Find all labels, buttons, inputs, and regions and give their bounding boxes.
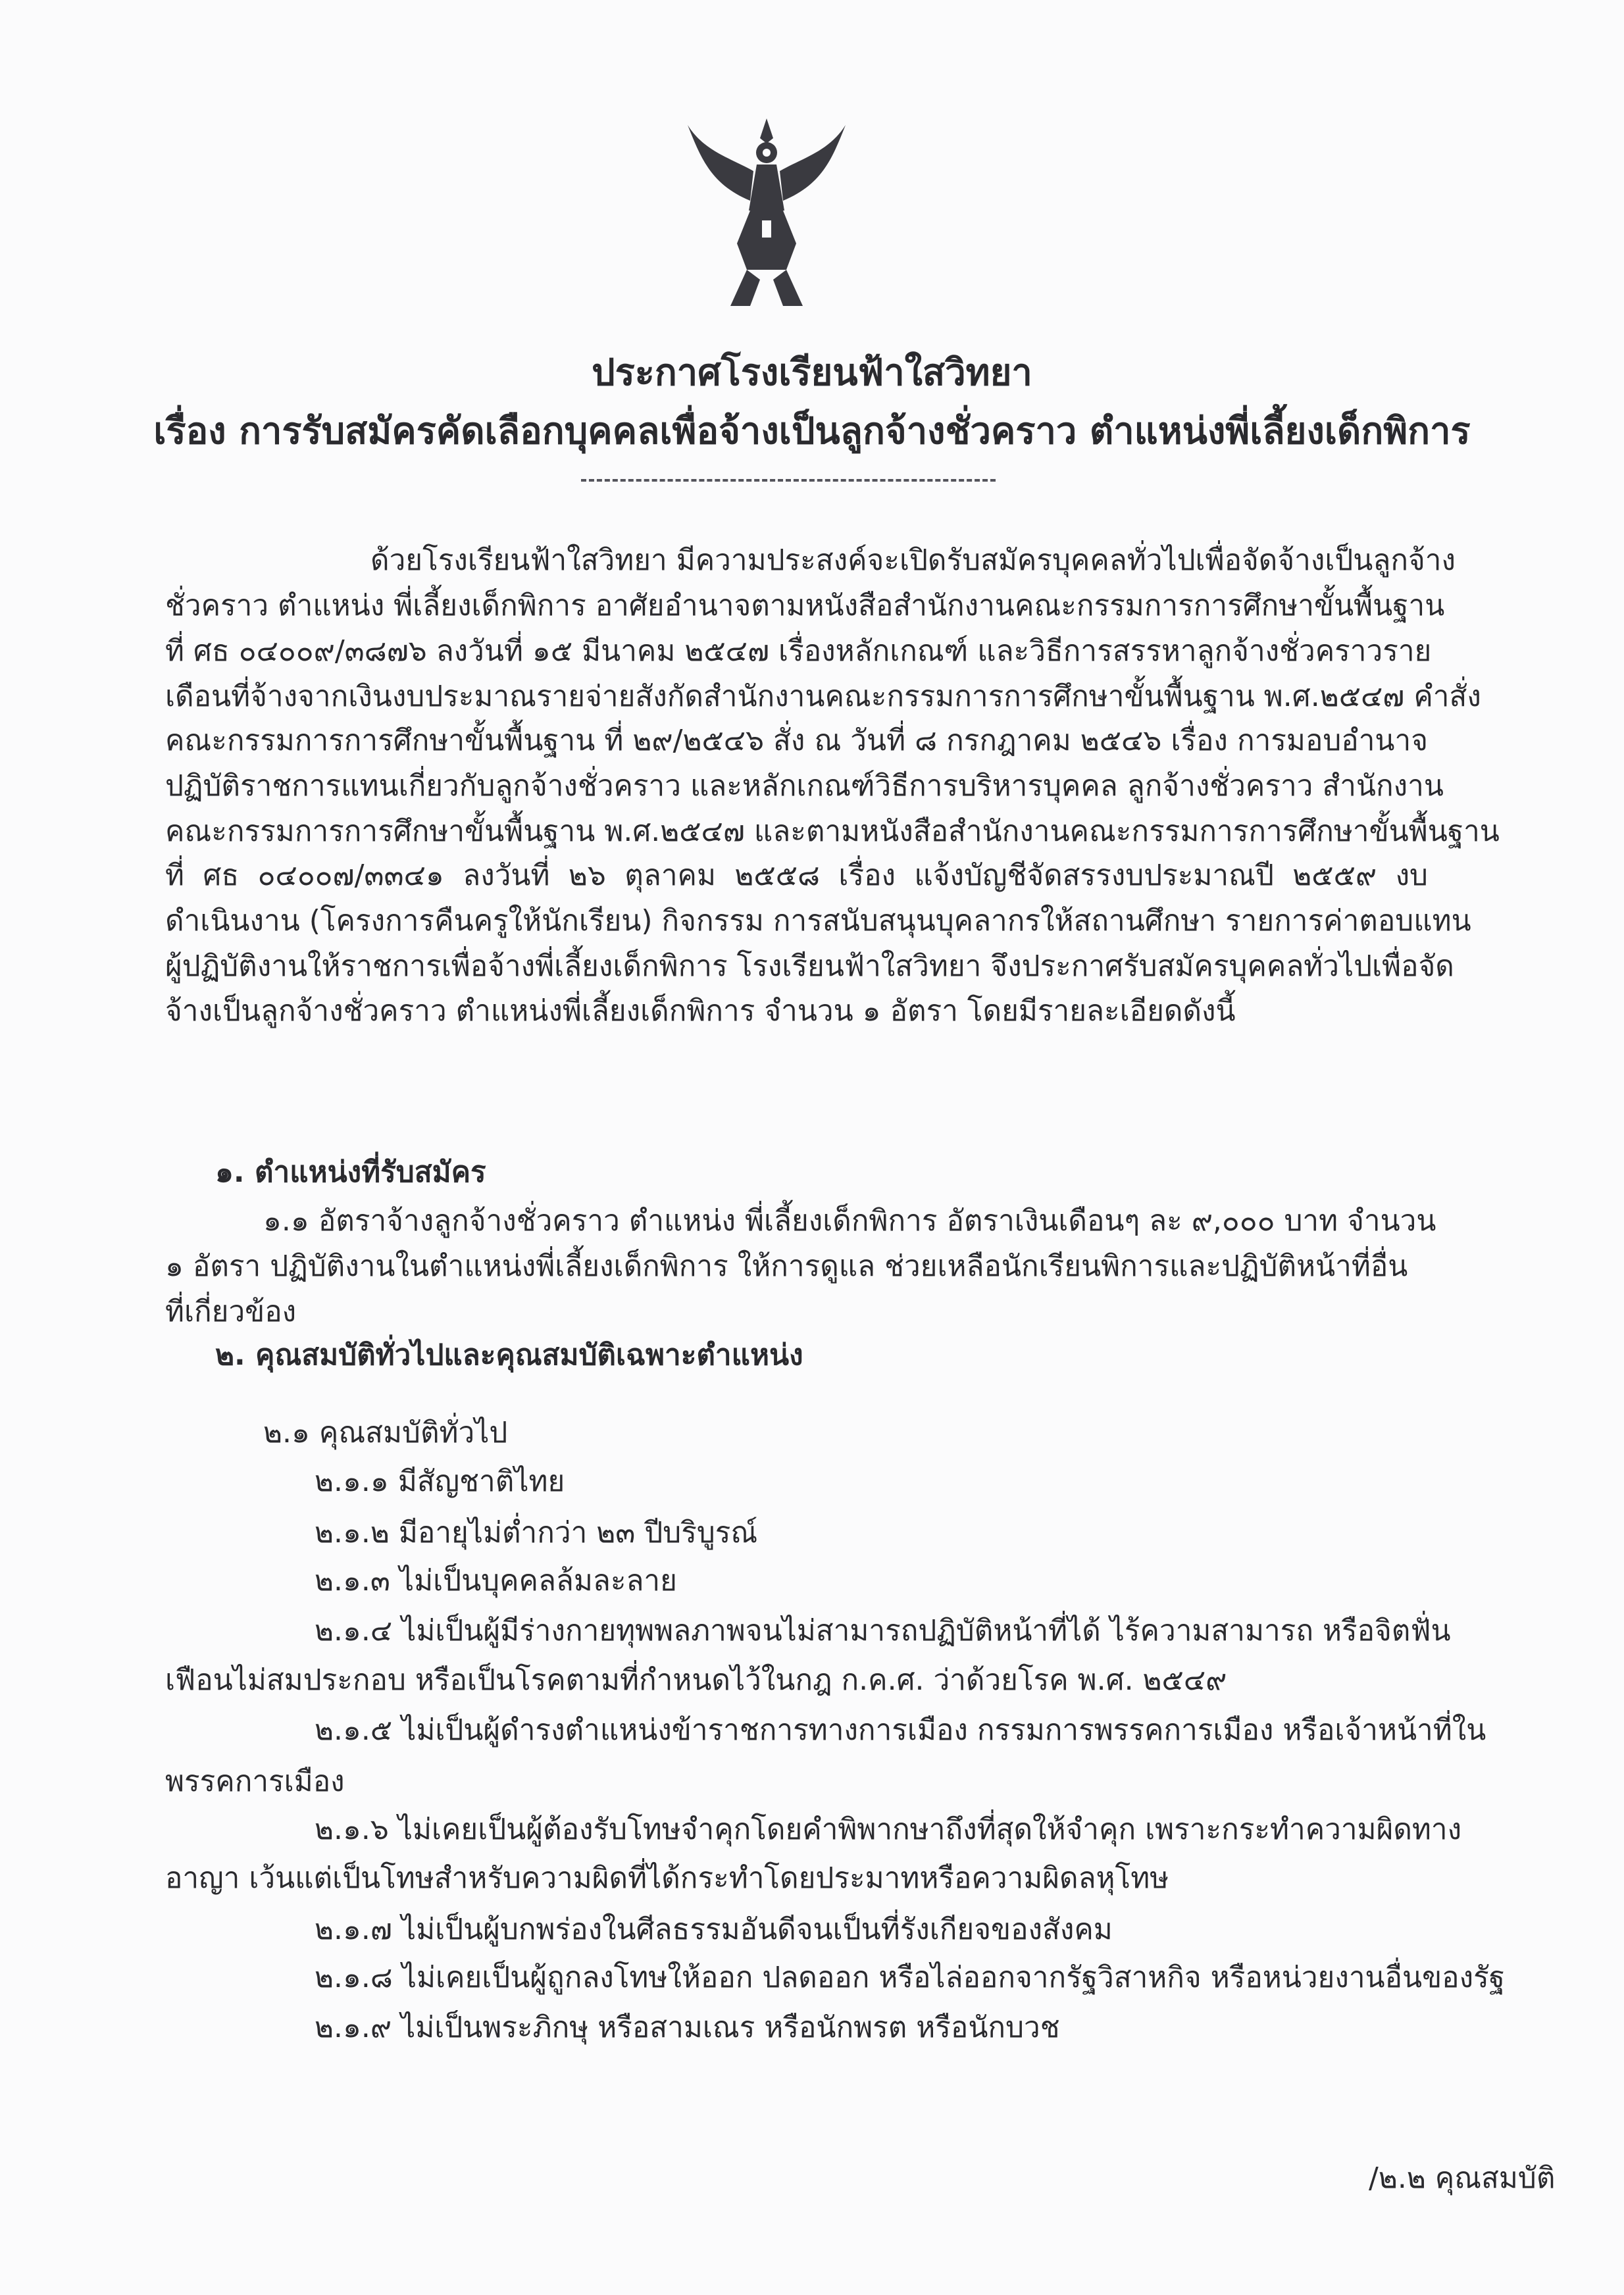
qualification-item: ๒.๑.๙ ไม่เป็นพระภิกษุ หรือสามเณร หรือนักพรต หรือนักบวช [315,2011,1060,2044]
intro-line: คณะกรรมการการศึกษาขั้นพื้นฐาน ที่ ๒๙/๒๕๔๖ สั่ง ณ วันที่ ๘ กรกฎาคม ๒๕๔๖ เรื่อง การมอบอำนาจ [165,724,1428,757]
announcement-title: ประกาศโรงเรียนฟ้าใสวิทยา [592,351,1032,394]
title-divider [581,479,996,482]
intro-line: ปฏิบัติราชการแทนเกี่ยวกับลูกจ้างชั่วคราว และหลักเกณฑ์วิธีการบริหารบุคคล ลูกจ้างชั่วคราว สำนักงาน [165,769,1444,803]
intro-line: คณะกรรมการการศึกษาขั้นพื้นฐาน พ.ศ.๒๕๔๗ และตามหนังสือสำนักงานคณะกรรมการการศึกษาขั้นพื้นฐาน [165,815,1500,848]
intro-line: เดือนที่จ้างจากเงินงบประมาณรายจ่ายสังกัดสำนักงานคณะกรรมการการศึกษาขั้นพื้นฐาน พ.ศ.๒๕๔๗ คำสั่ง [165,680,1481,713]
intro-line: ที่ ศธ ๐๔๐๐๗/๓๓๔๑ ลงวันที่ ๒๖ ตุลาคม ๒๕๕๘ เรื่อง แจ้งบัญชีจัดสรรงบประมาณปี ๒๕๕๙ งบ [165,859,1428,892]
qualification-item: ๒.๑.๕ ไม่เป็นผู้ดำรงตำแหน่งข้าราชการทางการเมือง กรรมการพรรคการเมือง หรือเจ้าหน้าที่ใน [315,1713,1486,1747]
intro-line: ชั่วคราว ตำแหน่ง พี่เลี้ยงเด็กพิการ อาศัยอำนาจตามหนังสือสำนักงานคณะกรรมการการศึกษาขั้นพื้นฐาน [165,589,1445,622]
intro-line: ที่ ศธ ๐๔๐๐๙/๓๘๗๖ ลงวันที่ ๑๕ มีนาคม ๒๕๔๗ เรื่องหลักเกณฑ์ และวิธีการสรรหาลูกจ้างชั่วคราวราย [165,634,1432,668]
qualification-item-continued: พรรคการเมือง [165,1765,345,1798]
announcement-subject: เรื่อง การรับสมัครคัดเลือกบุคคลเพื่อจ้างเป็นลูกจ้างชั่วคราว ตำแหน่งพี่เลี้ยงเด็กพิการ [153,410,1471,453]
qualification-item: ๒.๑.๒ มีอายุไม่ต่ำกว่า ๒๓ ปีบริบูรณ์ [315,1516,758,1550]
item-1-1-line: ๑.๑ อัตราจ้างลูกจ้างชั่วคราว ตำแหน่ง พี่เลี้ยงเด็กพิการ อัตราเงินเดือนๆ ละ ๙,๐๐๐ บาท จำนวน [263,1204,1436,1238]
intro-line: จ้างเป็นลูกจ้างชั่วคราว ตำแหน่งพี่เลี้ยงเด็กพิการ จำนวน ๑ อัตรา โดยมีรายละเอียดดังนี้ [165,994,1236,1028]
subsection-2-1-heading: ๒.๑ คุณสมบัติทั่วไป [263,1416,508,1450]
section-1-heading: ๑. ตำแหน่งที่รับสมัคร [215,1155,486,1189]
qualification-item: ๒.๑.๘ ไม่เคยเป็นผู้ถูกลงโทษให้ออก ปลดออก หรือไล่ออกจากรัฐวิสาหกิจ หรือหน่วยงานอื่นของรัฐ [315,1961,1506,1994]
qualification-item: ๒.๑.๔ ไม่เป็นผู้มีร่างกายทุพพลภาพจนไม่สามารถปฏิบัติหน้าที่ได้ ไร้ความสามารถ หรือจิตฟั่น [315,1614,1451,1648]
item-1-1-line: ที่เกี่ยวข้อง [165,1295,297,1328]
item-1-1-line: ๑ อัตรา ปฏิบัติงานในตำแหน่งพี่เลี้ยงเด็กพิการ ให้การดูแล ช่วยเหลือนักเรียนพิการและปฏิบัติหน้าที่อื่น [165,1249,1408,1283]
qualification-item: ๒.๑.๑ มีสัญชาติไทย [315,1465,565,1498]
intro-line: ผู้ปฏิบัติงานให้ราชการเพื่อจ้างพี่เลี้ยงเด็กพิการ โรงเรียนฟ้าใสวิทยา จึงประกาศรับสมัครบุคคลทั่วไปเพื่อจัด [165,949,1454,983]
qualification-item-continued: อาญา เว้นแต่เป็นโทษสำหรับความผิดที่ได้กระทำโดยประมาทหรือความผิดลหุโทษ [165,1861,1169,1895]
page-continuation-marker: /๒.๒ คุณสมบัติ [1369,2161,1556,2195]
section-2-heading: ๒. คุณสมบัติทั่วไปและคุณสมบัติเฉพาะตำแหน่ง [215,1338,803,1372]
intro-line: ดำเนินงาน (โครงการคืนครูให้นักเรียน) กิจกรรม การสนับสนุนบุคลากรให้สถานศึกษา รายการค่าตอบแทน [165,904,1471,938]
qualification-item: ๒.๑.๖ ไม่เคยเป็นผู้ต้องรับโทษจำคุกโดยคำพิพากษาถึงที่สุดให้จำคุก เพราะกระทำความผิดทาง [315,1813,1462,1846]
qualification-item-continued: เฟือนไม่สมประกอบ หรือเป็นโรคตามที่กำหนดไว้ในกฎ ก.ค.ศ. ว่าด้วยโรค พ.ศ. ๒๕๔๙ [165,1663,1227,1697]
qualification-item: ๒.๑.๓ ไม่เป็นบุคคลล้มละลาย [315,1564,677,1598]
intro-line: ด้วยโรงเรียนฟ้าใสวิทยา มีความประสงค์จะเปิดรับสมัครบุคคลทั่วไปเพื่อจัดจ้างเป็นลูกจ้าง [370,543,1456,577]
garuda-emblem-icon [684,112,849,309]
qualification-item: ๒.๑.๗ ไม่เป็นผู้บกพร่องในศีลธรรมอันดีจนเป็นที่รังเกียจของสังคม [315,1913,1113,1946]
